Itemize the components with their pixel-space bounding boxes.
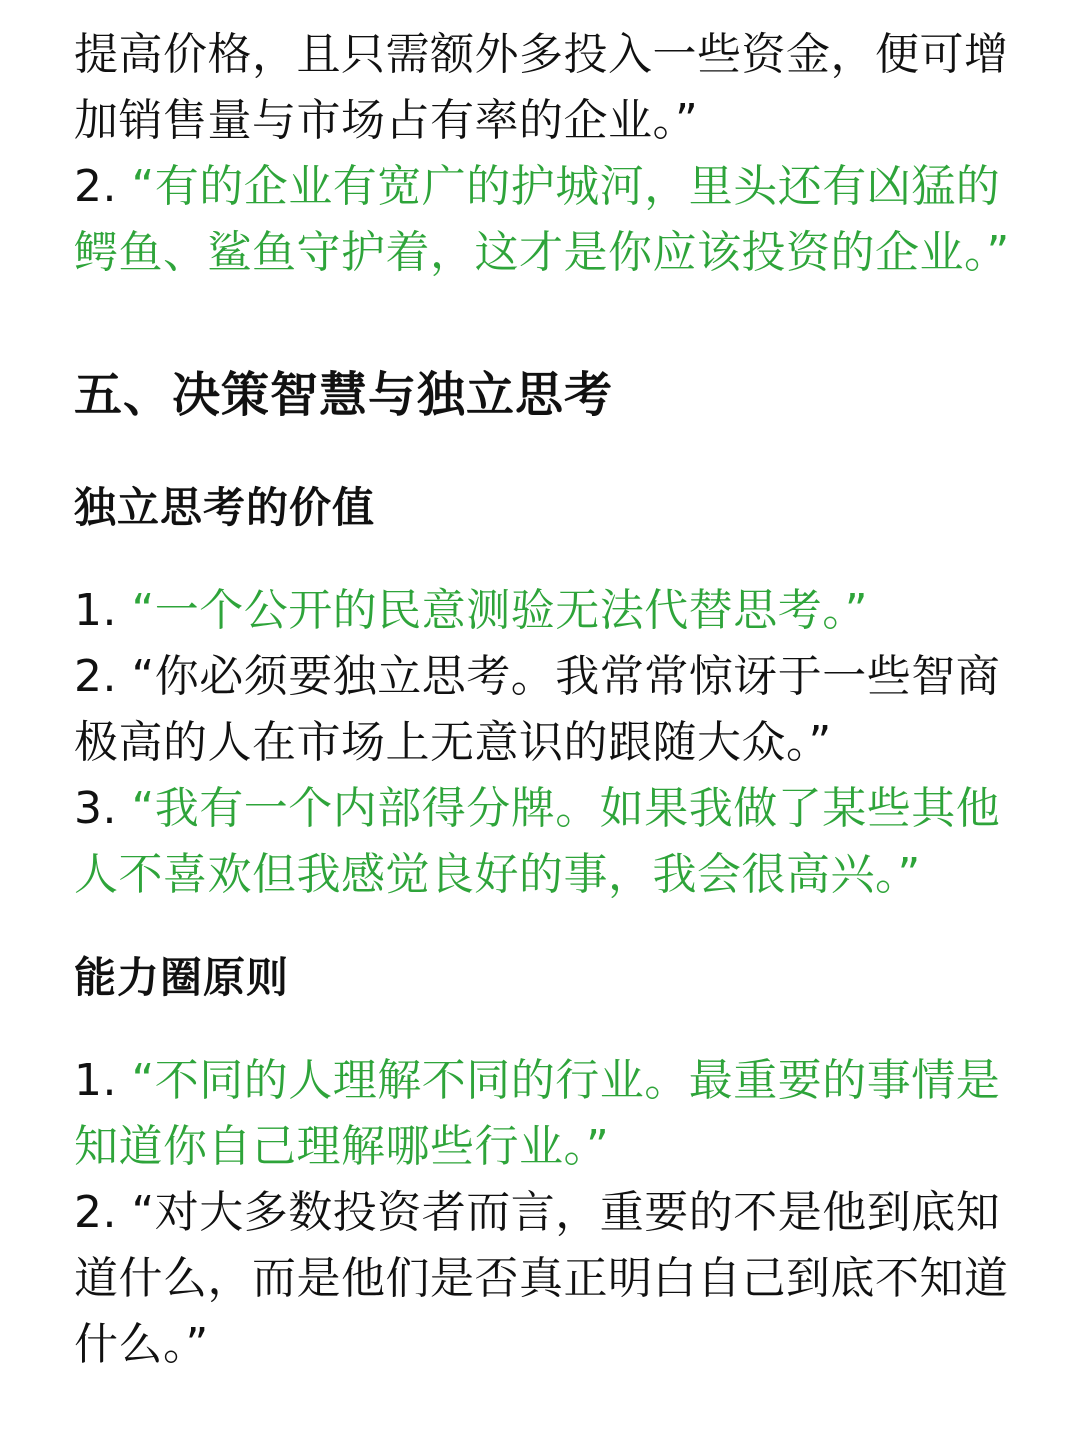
list-item-quote: “对大多数投资者而言，重要的不是他到底知道什么，而是他们是否真正明白自己到底不知道什么。” [74,1187,1009,1370]
intro-item-2-quote: “有的企业有宽广的护城河，里头还有凶猛的鳄鱼、鲨鱼守护着，这才是你应该投资的企业。” [74,161,1010,278]
list-item-quote: “一个公开的民意测验无法代替思考。” [131,585,869,636]
list-item-number: 1. [74,1055,132,1106]
list-item [74,1048,1014,1180]
intro-continuation-text: 提高价格，且只需额外多投入一些资金，便可增加销售量与市场占有率的企业。” [74,29,1009,146]
section-5-title: 五、决策智慧与独立思考 [74,367,614,423]
list-item [74,578,1014,644]
list-item [74,1180,1014,1378]
list-item-quote: “不同的人理解不同的行业。最重要的事情是知道你自己理解哪些行业。” [74,1055,1001,1172]
list-item-quote: “你必须要独立思考。我常常惊讶于一些智商极高的人在市场上无意识的跟随大众。” [74,651,1001,768]
subsection-independent-thinking-title: 独立思考的价值 [74,483,376,532]
list-item [74,644,1014,776]
list-item-number: 3. [74,783,132,834]
list-item [74,776,1014,908]
list-item-number: 2. [74,651,132,702]
intro-item-2 [74,154,1014,286]
intro-item-2-number: 2. [74,161,132,212]
list-item-quote: “我有一个内部得分牌。如果我做了某些其他人不喜欢但我感觉良好的事，我会很高兴。” [74,783,1001,900]
intro-continuation [74,22,1014,154]
list-item-number: 2. [74,1187,132,1238]
subsection-circle-of-competence-title: 能力圈原则 [74,953,290,1002]
article-body [74,22,1014,1378]
list-item-number: 1. [74,585,132,636]
